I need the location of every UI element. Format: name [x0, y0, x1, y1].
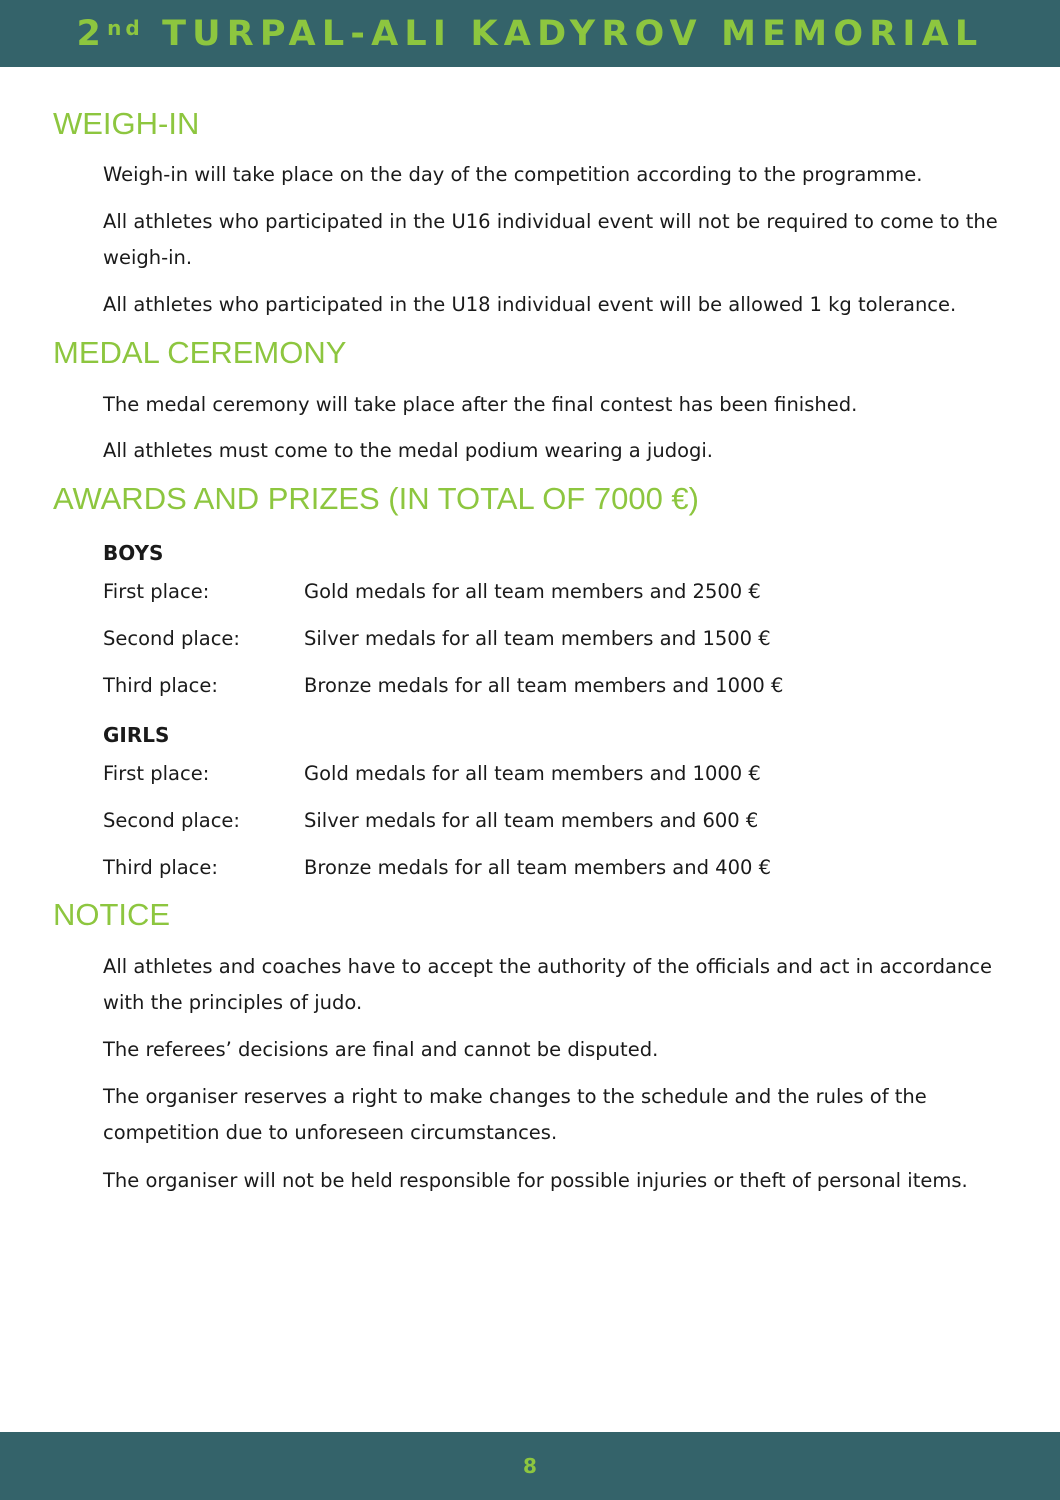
- awards-group-girls-title: GIRLS: [103, 723, 170, 747]
- boys-first-place-label: First place:: [103, 580, 210, 603]
- boys-third-place-prize: Bronze medals for all team members and 1000 €: [304, 674, 784, 697]
- notice-paragraph-3: The organiser reserves a right to make changes to the schedule and the rules of the competition due to unforeseen circumstances.: [103, 1085, 927, 1144]
- weigh-in-paragraph-3: All athletes who participated in the U18 individual event will be allowed 1 kg tolerance.: [103, 293, 957, 316]
- title-number: 2: [76, 13, 108, 54]
- title-ordinal-suffix: nd: [107, 15, 144, 40]
- girls-third-place-prize: Bronze medals for all team members and 400 €: [304, 856, 772, 879]
- girls-first-place-label: First place:: [103, 762, 210, 785]
- title-text: TURPAL-ALI KADYROV MEMORIAL: [162, 13, 984, 54]
- document-title: [0, 0, 1060, 67]
- boys-second-place-prize: Silver medals for all team members and 1500 €: [304, 627, 771, 650]
- weigh-in-paragraph-2: All athletes who participated in the U16 individual event will not be required to come to the weigh-in.: [103, 210, 998, 269]
- heading-medal-ceremony: MEDAL CEREMONY: [53, 335, 347, 370]
- page-number: 8: [523, 1454, 537, 1478]
- girls-second-place-label: Second place:: [103, 809, 240, 832]
- boys-second-place-label: Second place:: [103, 627, 240, 650]
- notice-paragraph-1: All athletes and coaches have to accept the authority of the officials and act in accordance with the principles of judo.: [103, 955, 992, 1014]
- girls-third-place-label: Third place:: [103, 856, 218, 879]
- notice-paragraph-4: The organiser will not be held responsible for possible injuries or theft of personal items.: [103, 1169, 968, 1192]
- heading-weigh-in: WEIGH-IN: [53, 106, 200, 141]
- notice-paragraph-2: The referees’ decisions are final and cannot be disputed.: [103, 1038, 659, 1061]
- heading-awards: AWARDS AND PRIZES (IN TOTAL OF 7000 €): [53, 481, 699, 516]
- girls-second-place-prize: Silver medals for all team members and 600 €: [304, 809, 759, 832]
- awards-group-boys-title: BOYS: [103, 541, 164, 565]
- medal-ceremony-paragraph-1: The medal ceremony will take place after the final contest has been finished.: [103, 393, 858, 416]
- boys-third-place-label: Third place:: [103, 674, 218, 697]
- weigh-in-paragraph-1: Weigh-in will take place on the day of the competition according to the programme.: [103, 163, 923, 186]
- boys-first-place-prize: Gold medals for all team members and 2500 €: [304, 580, 761, 603]
- medal-ceremony-paragraph-2: All athletes must come to the medal podium wearing a judogi.: [103, 439, 714, 462]
- girls-first-place-prize: Gold medals for all team members and 1000 €: [304, 762, 761, 785]
- heading-notice: NOTICE: [53, 897, 171, 932]
